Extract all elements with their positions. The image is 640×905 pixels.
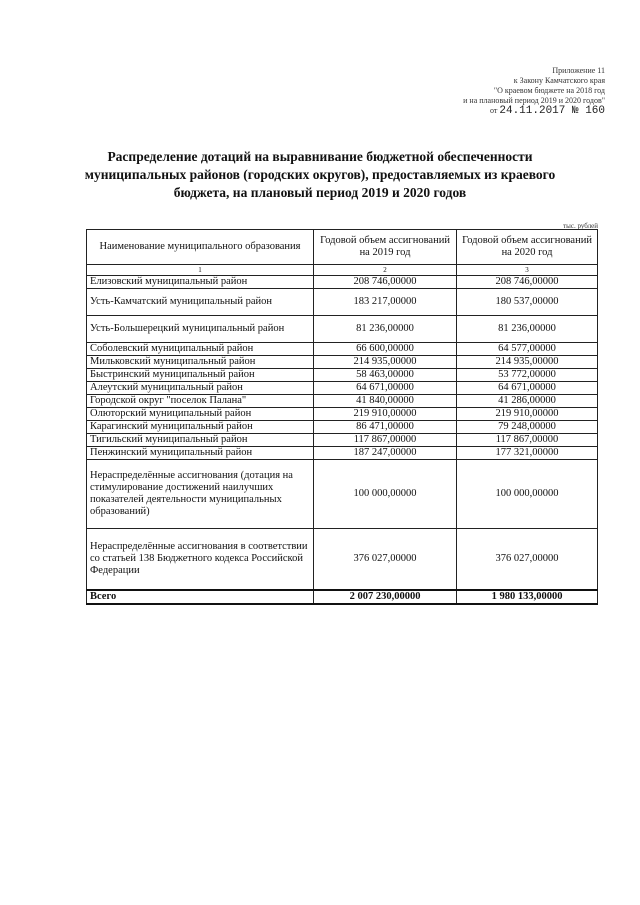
table-row bbox=[87, 289, 598, 316]
row-name: Пенжинский муниципальный район bbox=[87, 447, 314, 460]
column-number-row bbox=[87, 265, 598, 276]
row-2020: 53 772,00000 bbox=[457, 369, 598, 382]
row-2019: 64 671,00000 bbox=[314, 382, 457, 395]
table-row bbox=[87, 369, 598, 382]
row-2020: 64 577,00000 bbox=[457, 343, 598, 356]
column-number: 2 bbox=[314, 265, 457, 276]
table-row bbox=[87, 460, 598, 529]
row-2020: 79 248,00000 bbox=[457, 421, 598, 434]
row-2020: 376 027,00000 bbox=[457, 529, 598, 591]
appendix-date-prefix: от bbox=[489, 106, 498, 115]
table-row bbox=[87, 382, 598, 395]
header-name: Наименование муниципального образования bbox=[87, 230, 314, 265]
column-number: 3 bbox=[457, 265, 598, 276]
table-row bbox=[87, 408, 598, 421]
row-name: Карагинский муниципальный район bbox=[87, 421, 314, 434]
appendix-date-number: 24.11.2017 № 160 bbox=[499, 105, 605, 117]
table-row bbox=[87, 343, 598, 356]
row-2019: 376 027,00000 bbox=[314, 529, 457, 591]
row-name: Олюторский муниципальный район bbox=[87, 408, 314, 421]
total-row bbox=[87, 590, 598, 604]
row-2019: 66 600,00000 bbox=[314, 343, 457, 356]
table-header-row bbox=[87, 230, 598, 265]
row-name: Мильковский муниципальный район bbox=[87, 356, 314, 369]
row-2020: 208 746,00000 bbox=[457, 276, 598, 289]
row-2020: 214 935,00000 bbox=[457, 356, 598, 369]
table-row bbox=[87, 421, 598, 434]
row-name: Соболевский муниципальный район bbox=[87, 343, 314, 356]
appendix-note bbox=[345, 66, 605, 116]
row-2020: 41 286,00000 bbox=[457, 395, 598, 408]
document-title: Распределение дотаций на выравнивание бюджетной обеспеченности муниципальных районов (городских округов), предоставляемых из краевого бюджета, на плановый период 2019 и 2020 годов bbox=[84, 149, 556, 200]
row-name: Алеутский муниципальный район bbox=[87, 382, 314, 395]
row-2019: 208 746,00000 bbox=[314, 276, 457, 289]
table-row bbox=[87, 447, 598, 460]
header-2020: Годовой объем ассигнований на 2020 год bbox=[457, 230, 598, 265]
units-label: тыс. рублей bbox=[563, 222, 598, 230]
row-name: Быстринский муниципальный район bbox=[87, 369, 314, 382]
row-name: Усть-Камчатский муниципальный район bbox=[87, 289, 314, 316]
total-2020: 1 980 133,00000 bbox=[457, 590, 598, 604]
row-2019: 81 236,00000 bbox=[314, 316, 457, 343]
appendix-line-4: и на плановый период 2019 и 2020 годов" bbox=[463, 96, 605, 105]
allocation-table bbox=[86, 229, 598, 605]
table-row bbox=[87, 276, 598, 289]
row-name: Тигильский муниципальный район bbox=[87, 434, 314, 447]
appendix-line-2: к Закону Камчатского края bbox=[513, 76, 605, 85]
appendix-line-3: "О краевом бюджете на 2018 год bbox=[493, 86, 605, 95]
row-name: Усть-Большерецкий муниципальный район bbox=[87, 316, 314, 343]
column-number: 1 bbox=[87, 265, 314, 276]
appendix-line-1: Приложение 11 bbox=[552, 66, 605, 75]
total-label: Всего bbox=[87, 590, 314, 604]
row-2020: 180 537,00000 bbox=[457, 289, 598, 316]
row-2019: 41 840,00000 bbox=[314, 395, 457, 408]
row-name: Нераспределённые ассигнования (дотация на стимулирование достижений наилучших показателей деятельности муниципальных образований) bbox=[87, 460, 314, 529]
row-2020: 219 910,00000 bbox=[457, 408, 598, 421]
row-name: Городской округ "поселок Палана" bbox=[87, 395, 314, 408]
header-2019: Годовой объем ассигнований на 2019 год bbox=[314, 230, 457, 265]
row-2019: 100 000,00000 bbox=[314, 460, 457, 529]
row-2020: 177 321,00000 bbox=[457, 447, 598, 460]
row-name: Елизовский муниципальный район bbox=[87, 276, 314, 289]
table-row bbox=[87, 529, 598, 591]
row-2019: 86 471,00000 bbox=[314, 421, 457, 434]
table-row bbox=[87, 434, 598, 447]
row-2020: 117 867,00000 bbox=[457, 434, 598, 447]
row-2020: 64 671,00000 bbox=[457, 382, 598, 395]
appendix-date-line bbox=[345, 106, 605, 116]
row-2019: 187 247,00000 bbox=[314, 447, 457, 460]
row-2020: 100 000,00000 bbox=[457, 460, 598, 529]
row-2019: 219 910,00000 bbox=[314, 408, 457, 421]
row-2019: 117 867,00000 bbox=[314, 434, 457, 447]
row-2019: 58 463,00000 bbox=[314, 369, 457, 382]
total-2019: 2 007 230,00000 bbox=[314, 590, 457, 604]
table-row bbox=[87, 356, 598, 369]
row-2019: 183 217,00000 bbox=[314, 289, 457, 316]
table-row bbox=[87, 316, 598, 343]
row-name: Нераспределённые ассигнования в соответствии со статьей 138 Бюджетного кодекса Российской Федерации bbox=[87, 529, 314, 591]
row-2020: 81 236,00000 bbox=[457, 316, 598, 343]
table-row bbox=[87, 395, 598, 408]
row-2019: 214 935,00000 bbox=[314, 356, 457, 369]
